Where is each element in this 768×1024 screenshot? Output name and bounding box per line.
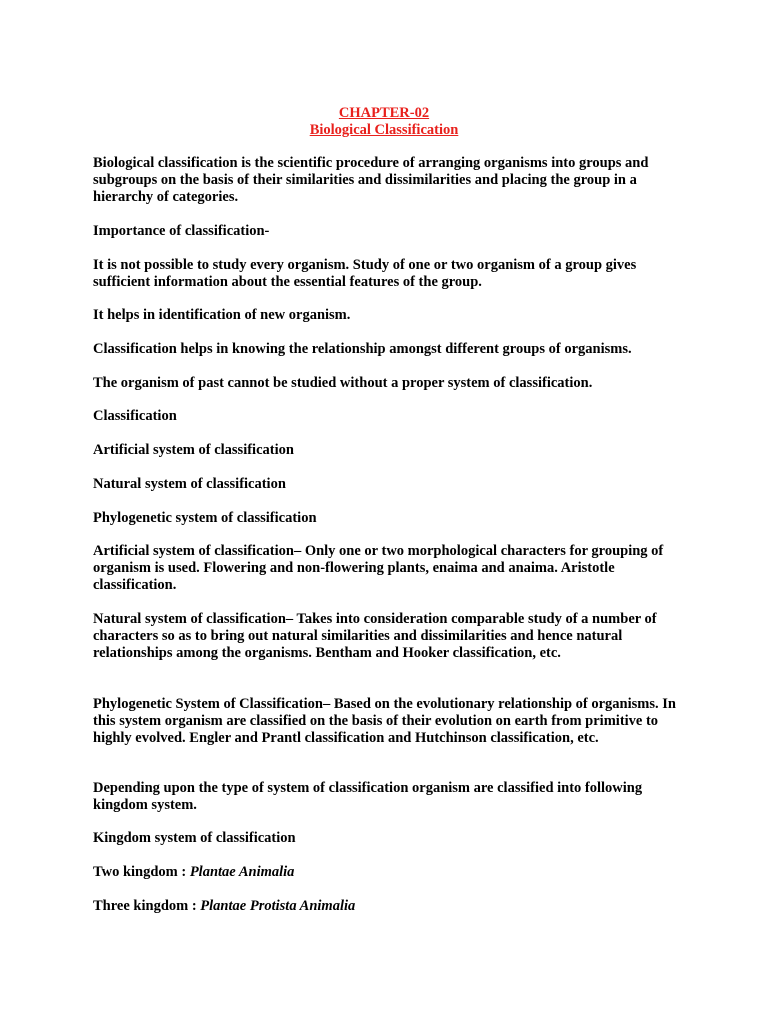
system-item: Phylogenetic system of classification xyxy=(93,510,317,526)
kingdom-heading: Kingdom system of classification xyxy=(93,830,296,846)
phylogenetic-description: Phylogenetic System of Classification– Based on the evolutionary relationship of organisms. In this system organism are classified on the basis of their evolution on earth from primitive to highly evolved. Engler and Prantl classification and Hutchinson classification, etc. xyxy=(93,696,676,746)
two-kingdom-value: Plantae Animalia xyxy=(189,864,295,880)
two-kingdom-label: Two kingdom : xyxy=(93,864,190,880)
importance-point: It helps in identification of new organism. xyxy=(93,307,351,323)
depending-paragraph: Depending upon the type of system of classification organism are classified into following kingdom system. xyxy=(93,780,643,813)
importance-point: Classification helps in knowing the relationship amongst different groups of organisms. xyxy=(93,341,632,357)
importance-heading: Importance of classification- xyxy=(93,223,270,239)
importance-point: It is not possible to study every organism. Study of one or two organism of a group gives sufficient information about the essential features of the group. xyxy=(93,257,637,290)
artificial-description: Artificial system of classification– Only one or two morphological characters for grouping of organism is used. Flowering and non-flowering plants, enaima and anaima. Aristotle classification. xyxy=(93,543,664,593)
three-kingdom-value: Plantae Protista Animalia xyxy=(200,898,356,914)
three-kingdom-line xyxy=(93,898,683,915)
two-kingdom-line xyxy=(93,864,683,881)
system-item: Artificial system of classification xyxy=(93,442,294,458)
natural-description: Natural system of classification– Takes into consideration comparable study of a number of characters so as to bring out natural similarities and dissimilarities and hence natural relationships among the organisms. Bentham and Hooker classification, etc. xyxy=(93,611,657,661)
chapter-title: Biological Classification xyxy=(309,122,459,138)
importance-point: The organism of past cannot be studied without a proper system of classification. xyxy=(93,375,593,391)
definition-paragraph: Biological classification is the scientific procedure of arranging organisms into groups and subgroups on the basis of their similarities and dissimilarities and placing the group in a hierarchy of categories. xyxy=(93,155,649,205)
system-item: Natural system of classification xyxy=(93,476,286,492)
classification-heading: Classification xyxy=(93,408,177,424)
three-kingdom-label: Three kingdom : xyxy=(93,898,201,914)
chapter-number: CHAPTER-02 xyxy=(338,105,430,121)
